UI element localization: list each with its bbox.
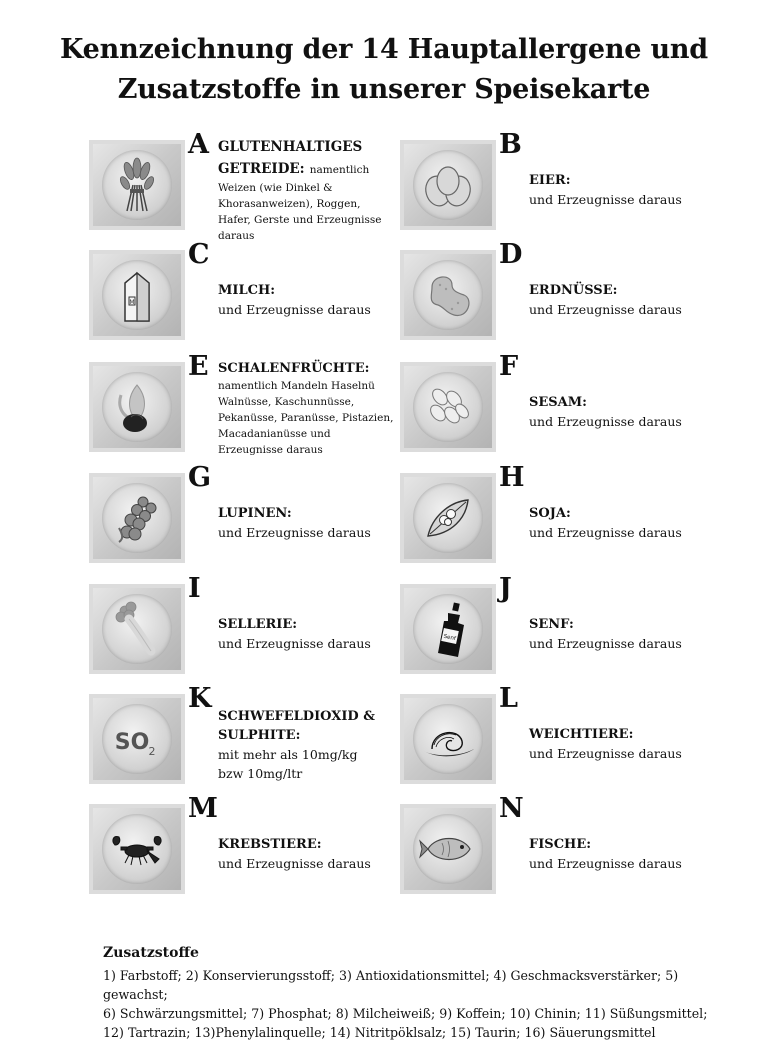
peanut-icon [418, 265, 478, 325]
allergen-item-a [92, 129, 392, 243]
allergen-name-b: EIER: [529, 173, 571, 188]
allergen-text-j [529, 615, 707, 653]
allergen-name-c: MILCH: [218, 283, 276, 298]
allergen-tile-h [403, 476, 493, 560]
allergen-desc-n: und Erzeugnisse daraus [529, 856, 682, 871]
allergen-name-k-line-1: SCHWEFELDIOXID & [218, 709, 375, 724]
allergen-text-m [218, 835, 396, 873]
allergen-letter-d: D [499, 239, 523, 270]
allergen-name-m: KREBSTIERE: [218, 837, 322, 852]
allergen-tile-n [403, 807, 493, 891]
allergen-name-j: SENF: [529, 617, 574, 632]
allergen-name-e: SCHALENFRÜCHTE: [218, 361, 370, 376]
allergen-item-f [403, 351, 703, 465]
allergen-desc-m: und Erzeugnisse daraus [218, 856, 371, 871]
allergen-letter-l: L [499, 683, 518, 714]
allergen-desc-b: und Erzeugnisse daraus [529, 192, 682, 207]
allergen-letter-c: C [188, 239, 210, 270]
soy-icon [418, 488, 478, 548]
additives-line-1: 1) Farbstoff; 2) Konservierungsstoff; 3) Antioxidationsmittel; 4) Geschmacksverstärker; 5) gewachst; [103, 968, 679, 1002]
allergen-desc-k-line-1: mit mehr als 10mg/kg [218, 747, 358, 762]
svg-text:M: M [129, 299, 135, 306]
lobster-icon [107, 819, 167, 879]
allergen-text-c [218, 281, 396, 319]
additives-line-2: 6) Schwärzungsmittel; 7) Phosphat; 8) Milcheiweiß; 9) Koffein; 10) Chinin; 11) Süßungsmittel; [103, 1006, 708, 1021]
allergen-desc-c: und Erzeugnisse daraus [218, 302, 371, 317]
allergen-tile-m [92, 807, 182, 891]
allergen-item-g [92, 462, 392, 576]
additives-line-3: 12) Tartrazin; 13)Phenylalinquelle; 14) Nitritpöklsalz; 15) Taurin; 16) Säuerungsmittel [103, 1025, 656, 1040]
allergen-item-d [403, 239, 703, 353]
allergen-desc-d: und Erzeugnisse daraus [529, 302, 682, 317]
allergen-letter-k: K [188, 683, 212, 714]
milk-carton-icon [107, 265, 167, 325]
eggs-icon [418, 155, 478, 215]
allergen-letter-n: N [499, 793, 524, 824]
bottle-label: Senf [442, 633, 457, 643]
allergen-letter-j: J [499, 573, 512, 604]
allergen-text-e [218, 359, 396, 458]
allergen-letter-f: F [499, 351, 519, 382]
nut-icon [107, 377, 167, 437]
allergen-item-m [92, 793, 392, 907]
allergen-name-i: SELLERIE: [218, 617, 298, 632]
allergen-tile-b [403, 143, 493, 227]
allergen-item-j [403, 573, 703, 687]
allergen-tile-f [403, 365, 493, 449]
allergen-text-l [529, 725, 707, 763]
lupin-icon [107, 488, 167, 548]
allergen-name-a-line-1: GLUTENHALTIGES [218, 139, 363, 155]
allergen-letter-h: H [499, 462, 525, 493]
allergen-name-d: ERDNÜSSE: [529, 283, 618, 298]
allergen-name-a-line-2: GETREIDE: [218, 161, 305, 177]
allergen-tile-e [92, 365, 182, 449]
mustard-bottle-icon [418, 599, 478, 659]
allergen-text-n [529, 835, 707, 873]
allergen-desc-h: und Erzeugnisse daraus [529, 525, 682, 540]
fish-icon [418, 819, 478, 879]
allergen-name-n: FISCHE: [529, 837, 592, 852]
allergen-item-n [403, 793, 703, 907]
allergen-name-g: LUPINEN: [218, 506, 292, 521]
allergen-text-a [218, 137, 396, 244]
allergen-desc-a: Weizen (wie Dinkel & Khorasanweizen), Roggen, Hafer, Gerste und Erzeugnisse daraus [218, 182, 382, 242]
allergen-letter-m: M [188, 793, 218, 824]
allergen-desc-i: und Erzeugnisse daraus [218, 636, 371, 651]
celery-icon [107, 599, 167, 659]
page-title [0, 30, 768, 110]
allergen-name-k-line-2: SULPHITE: [218, 728, 301, 743]
allergen-tile-a [92, 143, 182, 227]
allergen-text-h [529, 504, 707, 542]
allergen-tile-j [403, 587, 493, 671]
allergen-desc-g: und Erzeugnisse daraus [218, 525, 371, 540]
so2-icon [107, 709, 167, 769]
allergen-text-i [218, 615, 396, 653]
allergen-item-k [92, 683, 392, 797]
page-title-line-1: Kennzeichnung der 14 Hauptallergene und [60, 34, 708, 65]
allergen-tile-g [92, 476, 182, 560]
sesame-icon [418, 377, 478, 437]
allergen-desc-k-line-2: bzw 10mg/ltr [218, 766, 303, 781]
allergen-name-h: SOJA: [529, 506, 571, 521]
page-title-line-2: Zusatzstoffe in unserer Speisekarte [117, 74, 651, 105]
allergen-text-b [529, 171, 707, 209]
so2-icon-text: SO [114, 730, 150, 755]
additives-section [103, 942, 723, 1042]
allergen-text-g [218, 504, 396, 542]
allergen-letter-a: A [188, 129, 209, 160]
allergen-item-l [403, 683, 703, 797]
allergen-item-c [92, 239, 392, 353]
snail-icon [418, 709, 478, 769]
allergen-text-d [529, 281, 707, 319]
allergen-letter-i: I [188, 573, 201, 604]
allergen-letter-e: E [188, 351, 209, 382]
allergen-item-e [92, 351, 394, 465]
allergen-desc-l: und Erzeugnisse daraus [529, 746, 682, 761]
allergen-text-f [529, 393, 707, 431]
allergen-name-f: SESAM: [529, 395, 587, 410]
allergen-item-i [92, 573, 392, 687]
allergen-desc-j: und Erzeugnisse daraus [529, 636, 682, 651]
allergen-tile-l [403, 697, 493, 781]
allergen-item-b [403, 129, 703, 243]
allergen-tile-c [92, 253, 182, 337]
allergen-name-l: WEICHTIERE: [529, 727, 634, 742]
allergen-letter-b: B [499, 129, 522, 160]
allergen-tile-d [403, 253, 493, 337]
allergen-desc-a-inline: namentlich [309, 164, 370, 176]
wheat-icon [107, 155, 167, 215]
allergen-tile-i [92, 587, 182, 671]
allergen-text-k [218, 707, 396, 783]
allergen-desc-f: und Erzeugnisse daraus [529, 414, 682, 429]
so2-icon-sub: 2 [148, 745, 156, 758]
allergen-letter-g: G [188, 462, 212, 493]
allergen-item-h [403, 462, 703, 576]
allergen-desc-e: namentlich Mandeln Haselnü Walnüsse, Kaschunnüsse, Pekanüsse, Paranüsse, Pistazien, Macadanianüsse und Erzeugnisse daraus [218, 380, 394, 456]
allergen-tile-k [92, 697, 182, 781]
additives-title: Zusatzstoffe [103, 945, 199, 961]
